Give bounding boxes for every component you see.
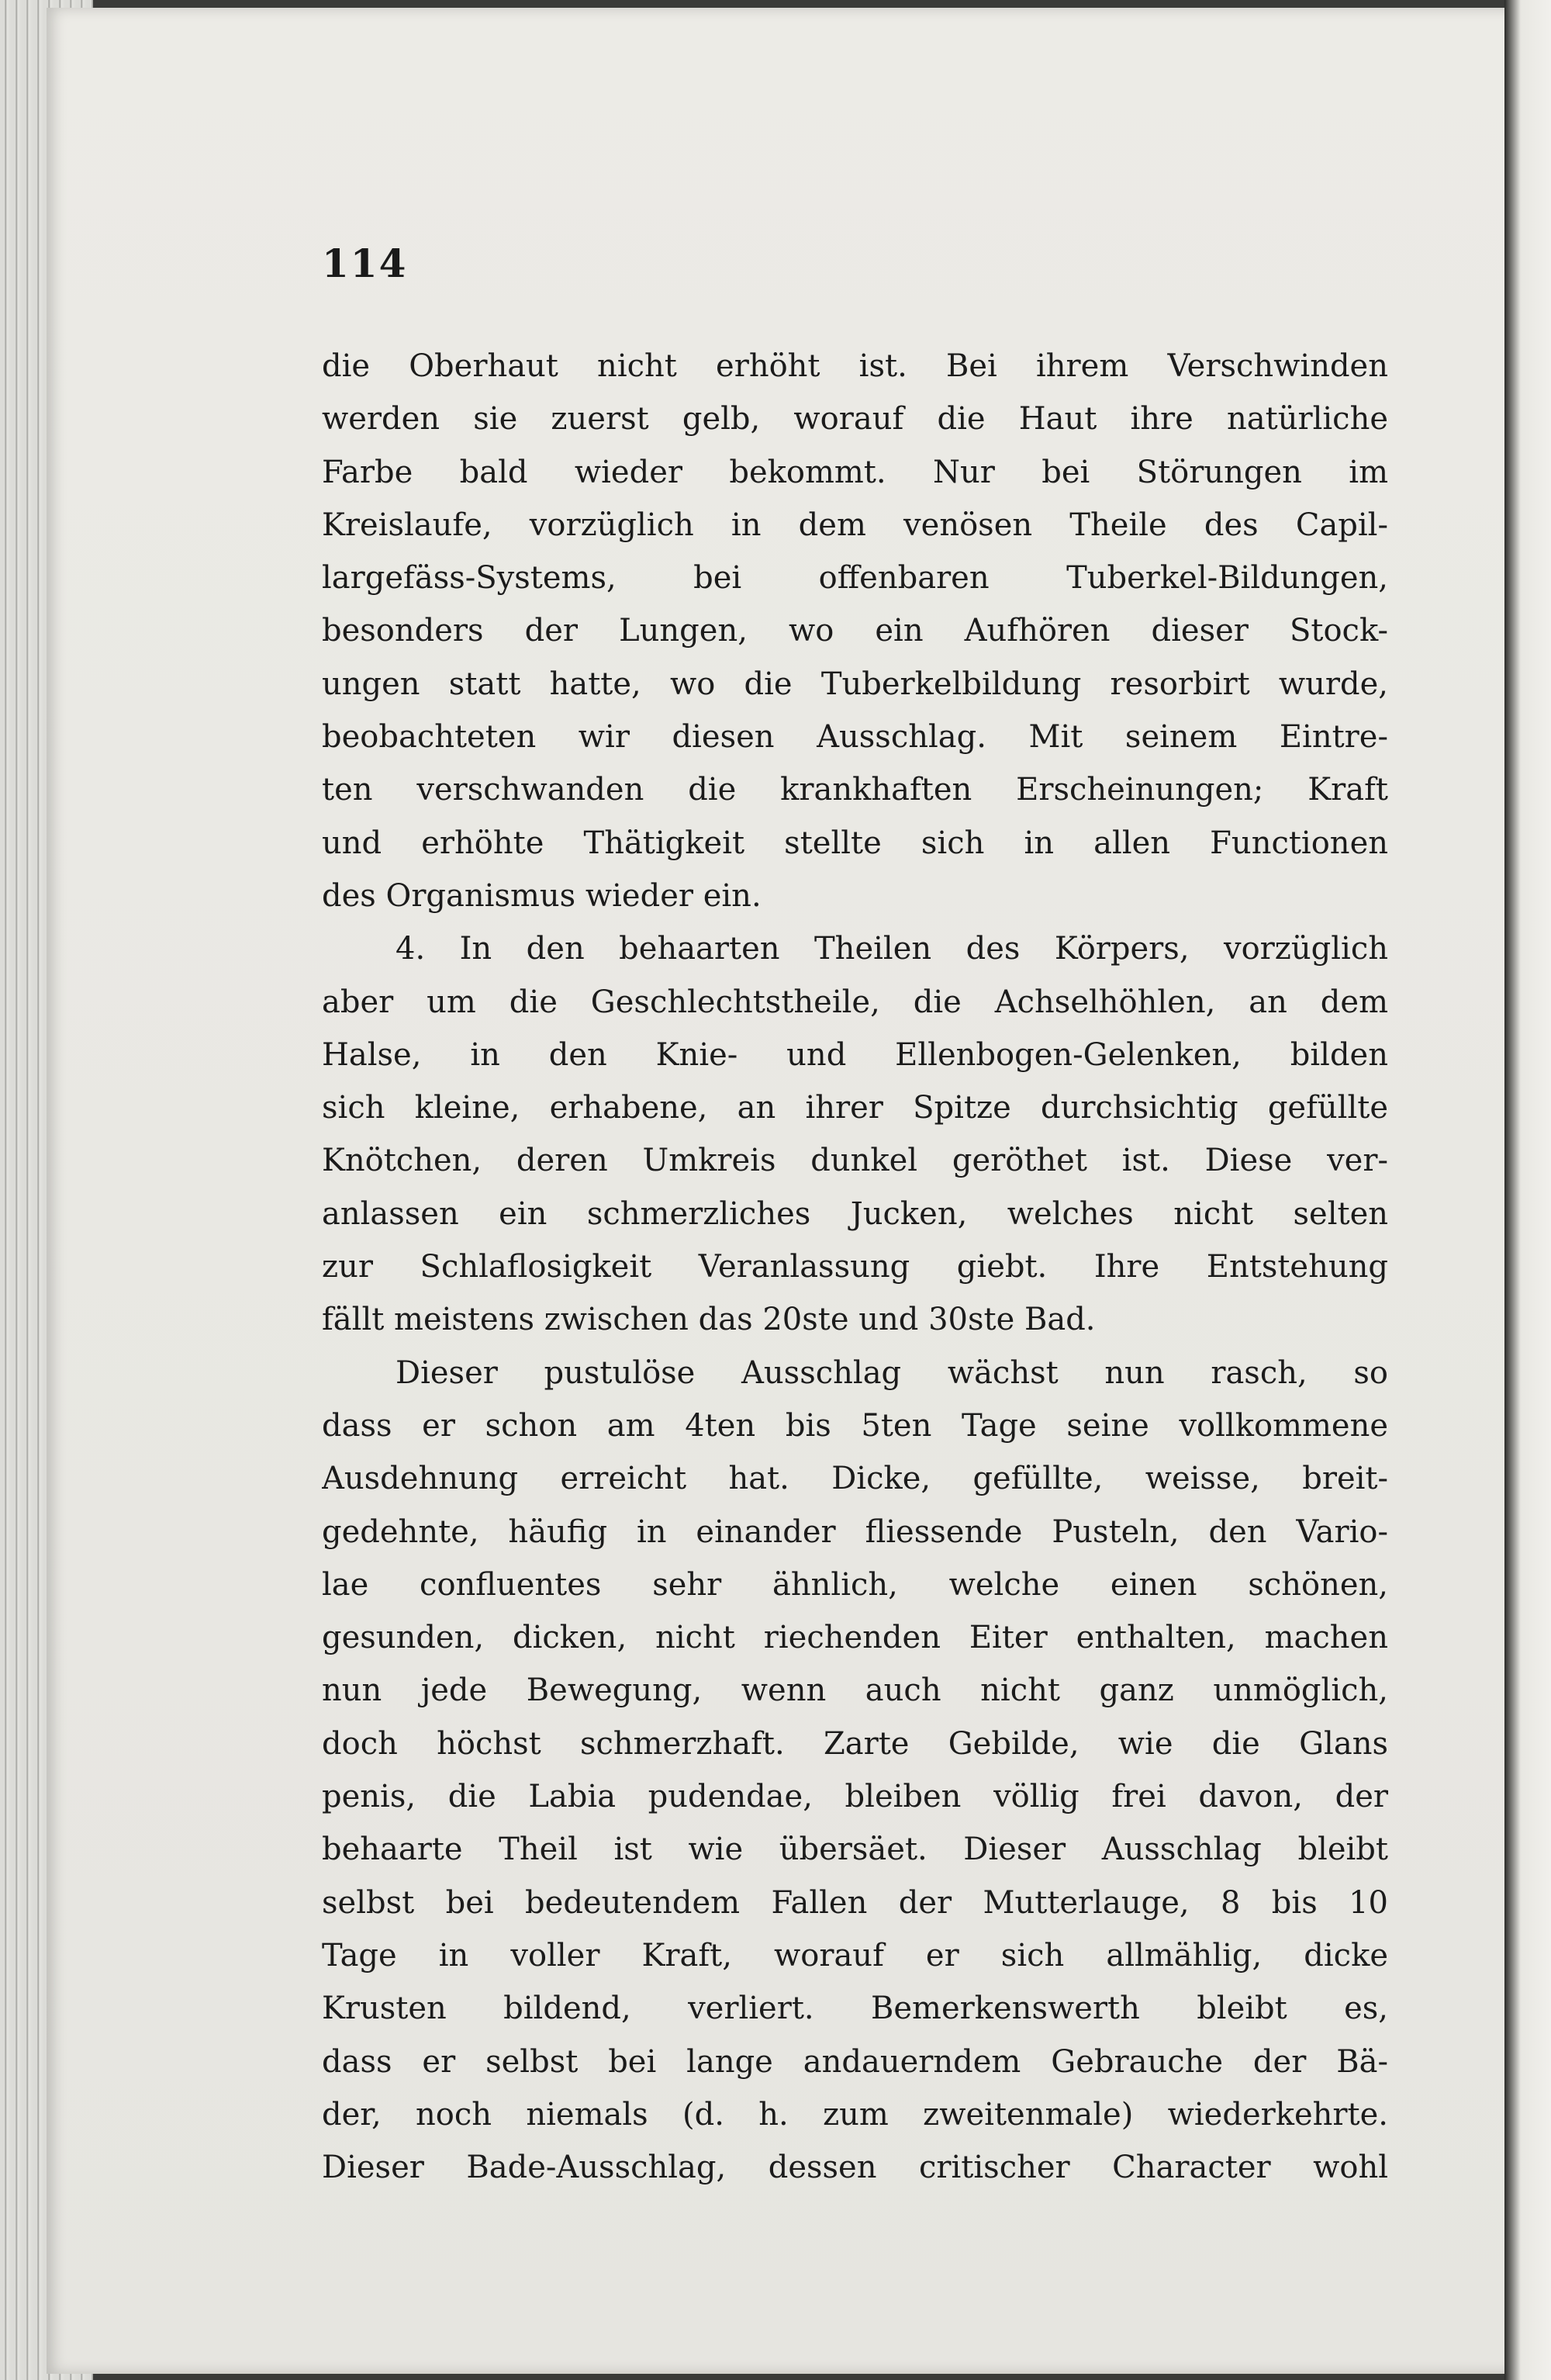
text-line: Dieser Bade-Ausschlag, dessen critischer Character wohl bbox=[322, 2150, 1388, 2186]
text-line: 4. In den behaarten Theilen des Körpers, vorzüglich bbox=[396, 931, 1388, 967]
text-line: gedehnte, häufig in einander fliessende Pusteln, den Vario- bbox=[322, 1513, 1388, 1550]
text-line: behaarte Theil ist wie übersäet. Dieser Ausschlag bleibt bbox=[322, 1832, 1388, 1868]
text-line: Halse, in den Knie- und Ellenbogen-Gelenken, bilden bbox=[322, 1036, 1388, 1073]
text-line: gesunden, dicken, nicht riechenden Eiter enthalten, machen bbox=[322, 1620, 1388, 1656]
page-number: 114 bbox=[322, 240, 408, 286]
text-line: beobachteten wir diesen Ausschlag. Mit seinem Eintre- bbox=[322, 719, 1388, 756]
text-line: fällt meistens zwischen das 20ste und 30ste Bad. bbox=[322, 1302, 1096, 1338]
text-line: und erhöhte Thätigkeit stellte sich in allen Functionen bbox=[322, 825, 1388, 861]
text-line: Kreislaufe, vorzüglich in dem venösen Theile des Capil- bbox=[322, 507, 1388, 543]
text-line: des Organismus wieder ein. bbox=[322, 877, 762, 914]
text-line: penis, die Labia pudendae, bleiben völlig frei davon, der bbox=[322, 1779, 1388, 1815]
body-text bbox=[322, 340, 1388, 2194]
text-line: zur Schlaflosigkeit Veranlassung giebt. Ihre Entstehung bbox=[322, 1249, 1388, 1285]
text-line: Ausdehnung erreicht hat. Dicke, gefüllte, weisse, breit- bbox=[322, 1461, 1388, 1497]
text-line: der, noch niemals (d. h. zum zweitenmale) wiederkehrte. bbox=[322, 2096, 1388, 2133]
text-line: anlassen ein schmerzliches Jucken, welches nicht selten bbox=[322, 1195, 1388, 1232]
text-line: aber um die Geschlechtstheile, die Achselhöhlen, an dem bbox=[322, 984, 1388, 1020]
text-line: dass er selbst bei lange andauerndem Gebrauche der Bä- bbox=[322, 2043, 1388, 2080]
text-line: sich kleine, erhabene, an ihrer Spitze durchsichtig gefüllte bbox=[322, 1090, 1388, 1126]
text-line: Tage in voller Kraft, worauf er sich allmählig, dicke bbox=[322, 1937, 1388, 1974]
text-line: ungen statt hatte, wo die Tuberkelbildung resorbirt wurde, bbox=[322, 666, 1388, 702]
text-line: Farbe bald wieder bekommt. Nur bei Störungen im bbox=[322, 454, 1388, 490]
facing-page-edge bbox=[1504, 0, 1551, 2380]
text-line: Knötchen, deren Umkreis dunkel geröthet ist. Diese ver- bbox=[322, 1143, 1388, 1179]
text-line: dass er schon am 4ten bis 5ten Tage seine vollkommene bbox=[322, 1407, 1388, 1444]
text-line: werden sie zuerst gelb, worauf die Haut ihre natürliche bbox=[322, 401, 1388, 438]
text-line: lae confluentes sehr ähnlich, welche einen schönen, bbox=[322, 1566, 1388, 1603]
text-line: die Oberhaut nicht erhöht ist. Bei ihrem Verschwinden bbox=[322, 348, 1388, 384]
text-line: ten verschwanden die krankhaften Erscheinungen; Kraft bbox=[322, 772, 1388, 808]
book-page bbox=[47, 8, 1520, 2374]
text-line: Krusten bildend, verliert. Bemerkenswerth bleibt es, bbox=[322, 1991, 1388, 2027]
text-line: largefäss-Systems, bei offenbaren Tuberkel-Bildungen, bbox=[322, 560, 1388, 597]
text-line: doch höchst schmerzhaft. Zarte Gebilde, wie die Glans bbox=[322, 1725, 1388, 1762]
text-line: besonders der Lungen, wo ein Aufhören dieser Stock- bbox=[322, 613, 1388, 649]
text-line: selbst bei bedeutendem Fallen der Mutterlauge, 8 bis 10 bbox=[322, 1884, 1388, 1921]
text-line: nun jede Bewegung, wenn auch nicht ganz unmöglich, bbox=[322, 1673, 1388, 1709]
text-line: Dieser pustulöse Ausschlag wächst nun rasch, so bbox=[396, 1354, 1388, 1391]
